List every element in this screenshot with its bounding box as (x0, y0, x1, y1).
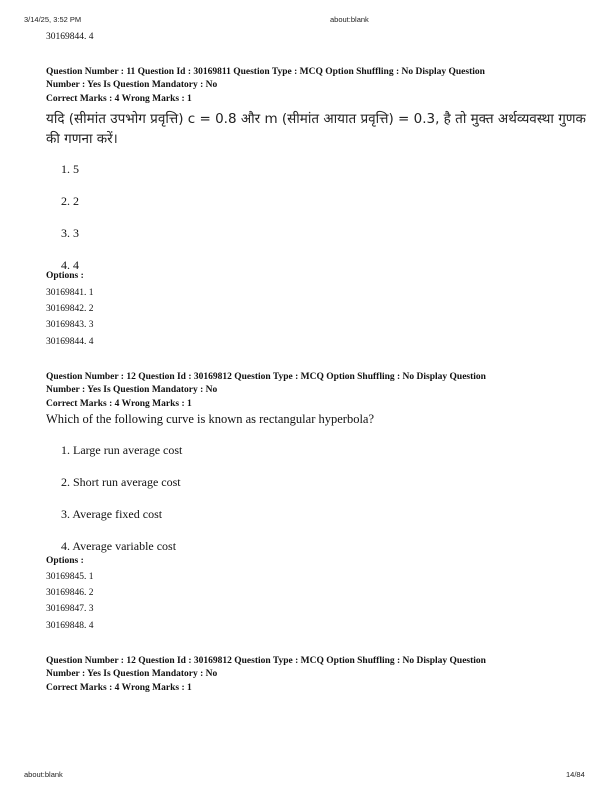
q11-meta-line2: Number : Yes Is Question Mandatory : No (46, 80, 218, 90)
q12-option-id-1: 30169845. 1 (46, 572, 94, 582)
footer-url: about:blank (24, 770, 63, 779)
top-option-id: 30169844. 4 (46, 32, 94, 42)
q12-marks: Correct Marks : 4 Wrong Marks : 1 (46, 399, 192, 409)
q12-option-id-3: 30169847. 3 (46, 604, 94, 614)
q12-option-id-2: 30169846. 2 (46, 588, 94, 598)
q11-choice-3: 3. 3 (61, 226, 79, 240)
q12-options-label: Options : (46, 556, 84, 566)
q12-choice-3: 3. Average fixed cost (61, 507, 163, 521)
q11-option-id-2: 30169842. 2 (46, 304, 94, 314)
q11-choice-1: 1. 5 (61, 162, 79, 176)
q11-meta-line1: Question Number : 11 Question Id : 30169811 Question Type : MCQ Option Shuffling : No Display Question (46, 67, 485, 77)
q12-meta-line1: Question Number : 12 Question Id : 30169812 Question Type : MCQ Option Shuffling : No Display Question (46, 372, 486, 382)
q11-marks: Correct Marks : 4 Wrong Marks : 1 (46, 94, 192, 104)
q12-choice-2: 2. Short run average cost (61, 475, 181, 489)
q11-question-text-line2: की गणना करें। (46, 131, 118, 147)
q11-option-id-1: 30169841. 1 (46, 288, 94, 298)
q11-options-label: Options : (46, 271, 84, 281)
header-url: about:blank (330, 15, 369, 24)
q12b-marks: Correct Marks : 4 Wrong Marks : 1 (46, 683, 192, 693)
header-datetime: 3/14/25, 3:52 PM (24, 15, 82, 24)
q12-option-id-4: 30169848. 4 (46, 621, 94, 631)
q12b-meta-line2: Number : Yes Is Question Mandatory : No (46, 669, 218, 679)
q11-option-id-3: 30169843. 3 (46, 320, 94, 330)
q12-question-text: Which of the following curve is known as rectangular hyperbola? (46, 412, 375, 426)
q11-question-text-line1: यदि (सीमांत उपभोग प्रवृत्ति) c = 0.8 और m (सीमांत आयात प्रवृत्ति) = 0.3, है तो मुक्त अर्थव्यवस्था गुणक (46, 111, 586, 127)
footer-page-number: 14/84 (566, 770, 585, 779)
q12-choice-4: 4. Average variable cost (61, 539, 177, 553)
q11-choice-2: 2. 2 (61, 194, 79, 208)
q11-option-id-4: 30169844. 4 (46, 337, 94, 347)
q11-choice-4: 4. 4 (61, 258, 79, 272)
q12-meta-line2: Number : Yes Is Question Mandatory : No (46, 385, 218, 395)
q12-choice-1: 1. Large run average cost (61, 443, 183, 457)
q12b-meta-line1: Question Number : 12 Question Id : 30169812 Question Type : MCQ Option Shuffling : No Display Question (46, 656, 486, 666)
